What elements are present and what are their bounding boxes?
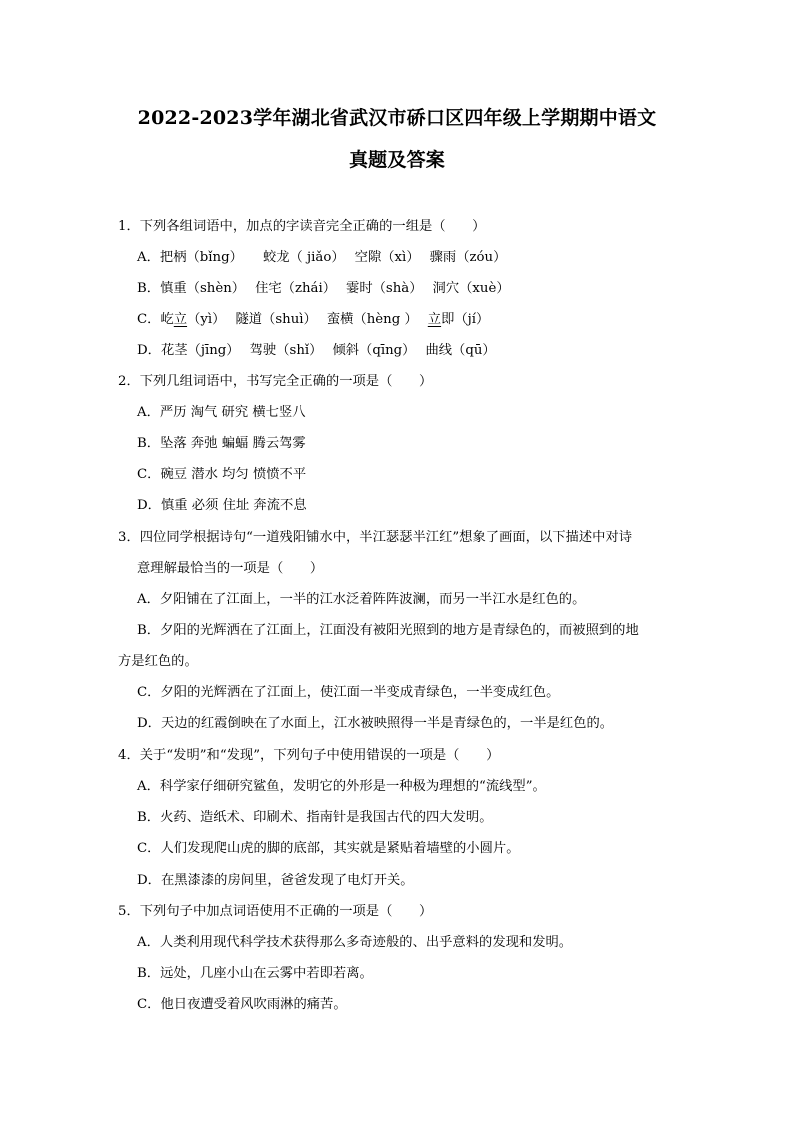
option-label: C． [137,312,161,327]
option-text: 夕阳铺在了江面上，一半的江水泛着阵阵波澜，而另一半江水是红色的。 [159,592,586,607]
option-part: 屹 [160,312,174,327]
dotted-character: 立 [173,312,188,327]
option-part: 把柄（bǐng） [159,250,243,265]
option-text: 严历 淘气 研究 横七竖八 [159,405,306,420]
option-part: 倾斜（qīng） [332,343,416,358]
option-text: 他日夜遭受着风吹雨淋的痛苦。 [160,997,347,1012]
question-3-stem-line1: 3．四位同学根据诗句“一道残阳铺水中，半江瑟瑟半江红”想象了画面，以下描述中对诗 [118,530,633,545]
option-label: B． [137,436,161,451]
option-label: C． [137,997,161,1012]
option-label: B． [137,623,161,638]
document-title-line1: 2022-2023学年湖北省武汉市硚口区四年级上学期期中语文 [137,107,657,129]
option-text: 碗豆 潜水 均匀 愤愤不平 [160,467,307,482]
question-4-option-d [137,871,414,891]
option-part: 住宅（zhái） [255,281,337,296]
question-3-option-b-continued: 方是红色的。 [118,654,198,669]
question-3-option-a [137,590,585,610]
option-label: A． [137,935,160,950]
option-text: 慎重 必须 住址 奔流不息 [160,498,307,513]
option-part: 空隙（xì） [354,250,420,265]
question-5-option-c [137,995,347,1015]
question-2-option-a [137,403,306,423]
option-part: （yì） [187,312,226,327]
question-3-option-c [137,683,559,703]
question-5-option-a [137,933,572,953]
option-part: 蛟龙（ jiǎo） [262,250,345,265]
option-label: D． [137,343,161,358]
option-label: C． [137,841,161,856]
option-text: 在黑漆漆的房间里，爸爸发现了电灯开关。 [160,873,414,888]
question-3-stem-line2: 意理解最恰当的一项是（ ） [137,561,324,576]
question-1-option-d [137,341,496,361]
option-part: 即（jí） [441,312,490,327]
question-1-stem: 1．下列各组词语中，加点的字读音完全正确的一组是（ ） [118,219,486,234]
question-4-option-b [137,808,493,828]
option-label: A． [137,250,160,265]
question-2-option-c [137,465,306,485]
dotted-character: 立 [427,312,442,327]
question-5-option-b [137,964,373,984]
option-label: D． [137,716,161,731]
question-4-option-a [137,777,546,797]
option-label: B． [137,810,161,825]
option-text: 坠落 奔弛 蝙蝠 腾云驾雾 [160,436,306,451]
option-label: B． [137,966,161,981]
question-1-option-a [137,248,506,268]
question-1-option-b [137,279,510,299]
question-4-stem: 4．关于“发明”和“发现”，下列句子中使用错误的一项是（ ） [118,748,500,763]
option-text: 夕阳的光辉洒在了江面上，江面没有被阳光照到的地方是青绿色的，而被照到的地 [160,623,639,638]
question-4-option-c [137,839,520,859]
question-2-option-d [137,496,307,516]
question-2-stem: 2．下列几组词语中，书写完全正确的一项是（ ） [118,374,433,389]
option-part: 骤雨（zóu） [429,250,507,265]
option-label: A． [137,405,160,420]
option-part: 驾驶（shǐ） [249,343,323,358]
option-label: D． [137,498,161,513]
option-text: 夕阳的光辉洒在了江面上，使江面一半变成青绿色，一半变成红色。 [160,685,560,700]
option-part: 慎重（shèn） [160,281,246,296]
option-part: 曲线（qū） [425,343,496,358]
option-text: 天边的红霞倒映在了水面上，江水被映照得一半是青绿色的，一半是红色的。 [160,716,614,731]
option-text: 远处，几座小山在云雾中若即若离。 [160,966,373,981]
question-5-stem: 5．下列句子中加点词语使用不正确的一项是（ ） [118,904,433,919]
option-label: A． [137,779,160,794]
question-2-option-b [137,434,306,454]
option-part: 花茎（jīng） [160,343,240,358]
option-label: D． [137,873,161,888]
option-label: A． [137,592,160,607]
question-3-option-b [137,621,639,641]
question-1-option-c [137,310,489,330]
option-text: 人们发现爬山虎的脚的底部，其实就是紧贴着墙壁的小圆片。 [160,841,520,856]
question-3-option-d [137,714,613,734]
option-label: B． [137,281,161,296]
document-title-line2: 真题及答案 [348,149,445,171]
option-label: C． [137,467,161,482]
option-label: C． [137,685,161,700]
option-part: 隧道（shuì） [235,312,317,327]
option-part: 洞穴（xuè） [432,281,510,296]
option-part: 蛮横（hèng ） [326,312,418,327]
option-text: 火药、造纸术、印刷术、指南针是我国古代的四大发明。 [160,810,493,825]
option-text: 科学家仔细研究鲨鱼，发明它的外形是一种极为理想的“流线型”。 [159,779,546,794]
option-text: 人类利用现代科学技术获得那么多奇迹般的、出乎意料的发现和发明。 [159,935,573,950]
option-part: 霎时（shà） [346,281,423,296]
